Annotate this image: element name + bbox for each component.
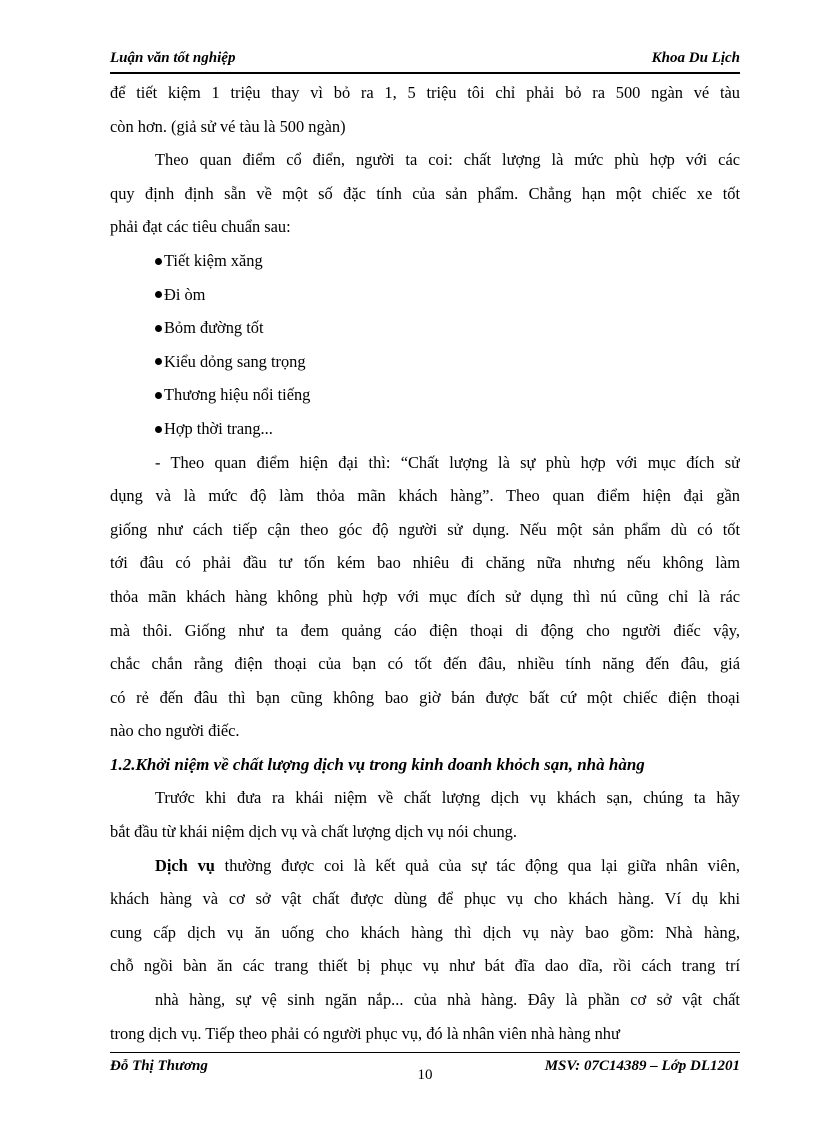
bullet-item (110, 345, 740, 379)
body-line: bắt đầu từ khái niệm dịch vụ và chất lượng dịch vụ nói chung. (110, 822, 517, 842)
body-line: trong dịch vụ. Tiếp theo phải có người phục vụ, đó là nhân viên nhà hàng như (110, 1023, 620, 1043)
bullet-icon (155, 358, 162, 365)
body-line: dụng và là mức độ làm thỏa mãn khách hàng”. Theo quan điểm hiện đại gần (110, 486, 740, 506)
body-line: cung cấp dịch vụ ăn uống cho khách hàng thì dịch vụ này bao gồm: Nhà hàng, (110, 922, 740, 942)
footer-author: Đỗ Thị Thương (110, 1058, 208, 1074)
bullet-icon (155, 426, 162, 433)
body-line: chắc chắn rằng điện thoại của bạn có tốt đến đâu, nhiều tính năng đến đâu, giá (110, 654, 740, 674)
page-body (110, 76, 740, 1050)
bullet-item (110, 244, 740, 278)
bullet-text: Tiết kiệm xăng (164, 250, 263, 270)
header-thesis-title: Luận văn tốt nghiệp (110, 50, 236, 66)
section-heading: 1.2.Khởi niệm về chất lượng dịch vụ trong kinh doanh khỏch sạn, nhà hàng (110, 754, 645, 774)
body-line: giống như cách tiếp cận theo góc độ người sử dụng. Nếu một sản phẩm dù có tốt (110, 519, 740, 539)
page-footer (110, 1052, 740, 1093)
body-line: Theo quan điểm cổ điển, người ta coi: chất lượng là mức phù hợp với các (155, 150, 740, 170)
body-line: có rẻ đến đâu thì bạn cũng không bao giờ bán được bất cứ một chiếc điện thoại (110, 687, 740, 707)
keyword-dich-vu: Dịch vụ (155, 855, 215, 875)
body-line: chỗ ngồi bàn ăn các trang thiết bị phục vụ như bát đĩa dao dĩa, rồi cách trang trí (110, 956, 740, 976)
page-number: 10 (417, 1067, 433, 1083)
body-line: phải đạt các tiêu chuẩn sau: (110, 217, 291, 237)
bullet-item (110, 311, 740, 345)
footer-student-info: MSV: 07C14389 – Lớp DL1201 (544, 1058, 740, 1074)
bullet-text: Kiểu dỏng sang trọng (164, 351, 306, 371)
bullet-text: Bỏm đường tốt (164, 318, 264, 338)
body-line: còn hơn. (giả sử vé tàu là 500 ngàn) (110, 116, 346, 136)
bullet-item (110, 278, 740, 312)
bullet-icon (155, 325, 162, 332)
bullet-icon (155, 258, 162, 265)
body-line-rest: thường được coi là kết quả của sự tác động qua lại giữa nhân viên, (214, 855, 740, 875)
body-line: Trước khi đưa ra khái niệm về chất lượng dịch vụ khách sạn, chúng ta hãy (155, 788, 740, 808)
body-line: nào cho người điếc. (110, 721, 240, 741)
body-line: thỏa mãn khách hàng không phù hợp với mục đích sử dụng thì nú cũng chỉ là rác (110, 586, 740, 606)
body-line: - Theo quan điểm hiện đại thì: “Chất lượng là sự phù hợp với mục đích sử (155, 452, 740, 472)
bullet-text: Hợp thời trang... (164, 418, 273, 438)
page-header (110, 46, 740, 74)
body-line: quy định định sẵn về một số đặc tính của sản phẩm. Chẳng hạn một chiếc xe tốt (110, 183, 740, 203)
bullet-icon (155, 392, 162, 399)
body-line: mà thôi. Giống như ta đem quảng cáo điện thoại di động cho người điếc vậy, (110, 620, 740, 640)
bullet-text: Đi òm (164, 284, 206, 304)
body-line: tới đâu có phải đầu tư tốn kém bao nhiêu đi chăng nữa nhưng nếu không làm (110, 553, 740, 573)
bullet-item (110, 378, 740, 412)
bullet-icon (155, 291, 162, 298)
body-line (110, 849, 740, 883)
body-line: để tiết kiệm 1 triệu thay vì bỏ ra 1, 5 triệu tôi chỉ phải bỏ ra 500 ngàn vé tàu (110, 83, 740, 102)
bullet-text: Thương hiệu nổi tiếng (164, 385, 311, 405)
header-faculty: Khoa Du Lịch (651, 50, 740, 66)
body-line: khách hàng và cơ sở vật chất được dùng để phục vụ cho khách hàng. Ví dụ khi (110, 889, 740, 909)
bullet-item (110, 412, 740, 446)
body-line: nhà hàng, sự vệ sinh ngăn nắp... của nhà hàng. Đây là phần cơ sở vật chất (155, 990, 740, 1010)
